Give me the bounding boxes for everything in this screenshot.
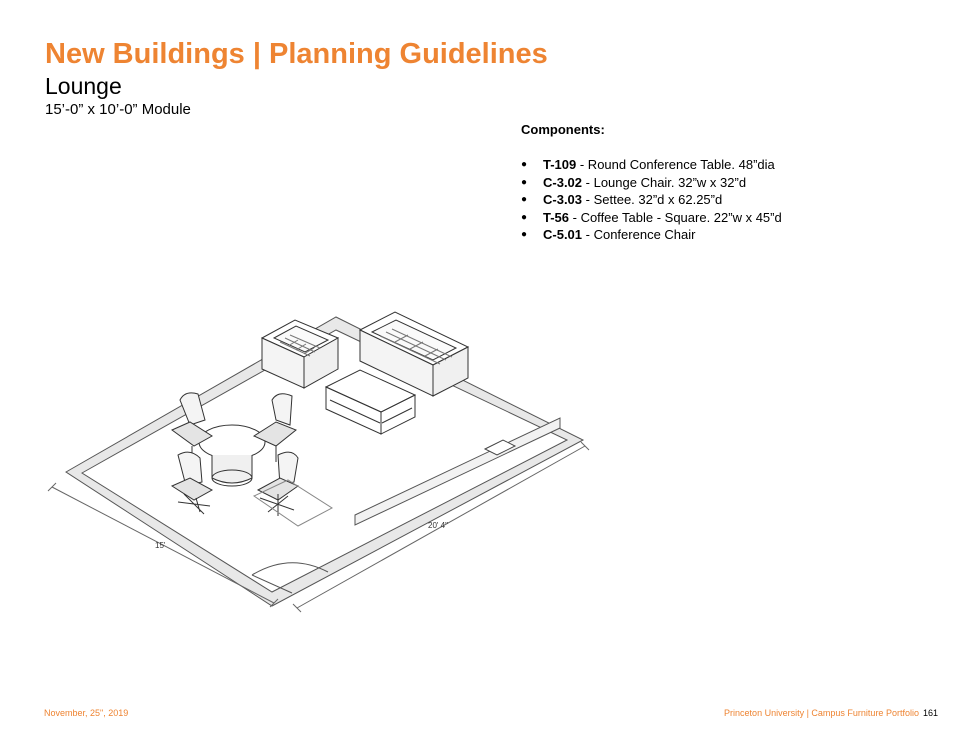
bullet-icon: ● [521,229,528,240]
bullet-icon: ● [521,159,528,170]
component-desc: - Lounge Chair. 32”w x 32”d [582,174,747,190]
bullet-icon: ● [521,194,528,205]
component-desc: - Settee. 32”d x 62.25”d [582,192,723,207]
module-size: 15’-0” x 10’-0” Module [45,101,191,118]
list-item [521,226,782,244]
list-item [521,156,782,174]
component-code: C-5.01 [543,227,583,242]
bullet-icon: ● [521,211,528,223]
component-code: T-56 [543,209,570,225]
lounge-floor-plan [40,290,600,620]
footer-portfolio: Princeton University | Campus Furniture Portfolio [724,708,919,718]
components-heading: Components: [521,122,605,137]
list-item [521,191,782,209]
component-desc: - Coffee Table - Square. 22”w x 45”d [569,209,782,225]
list-item [521,209,782,227]
component-desc: - Round Conference Table. 48”dia [576,157,775,172]
list-item [521,174,782,192]
components-list [521,156,782,244]
component-desc: - Conference Chair [582,227,696,242]
page-subtitle: Lounge [45,73,122,99]
page-number: 161 [922,708,938,718]
component-code: T-109 [543,157,577,172]
footer-right [724,708,938,718]
bullet-icon: ● [521,176,528,188]
component-code: C-3.03 [543,192,583,207]
dimension-width: 20' 4" [428,521,448,530]
component-code: C-3.02 [543,174,583,190]
footer-date: November, 25", 2019 [44,708,129,718]
dimension-depth: 15' [155,541,166,550]
page-title: New Buildings | Planning Guidelines [45,38,548,70]
